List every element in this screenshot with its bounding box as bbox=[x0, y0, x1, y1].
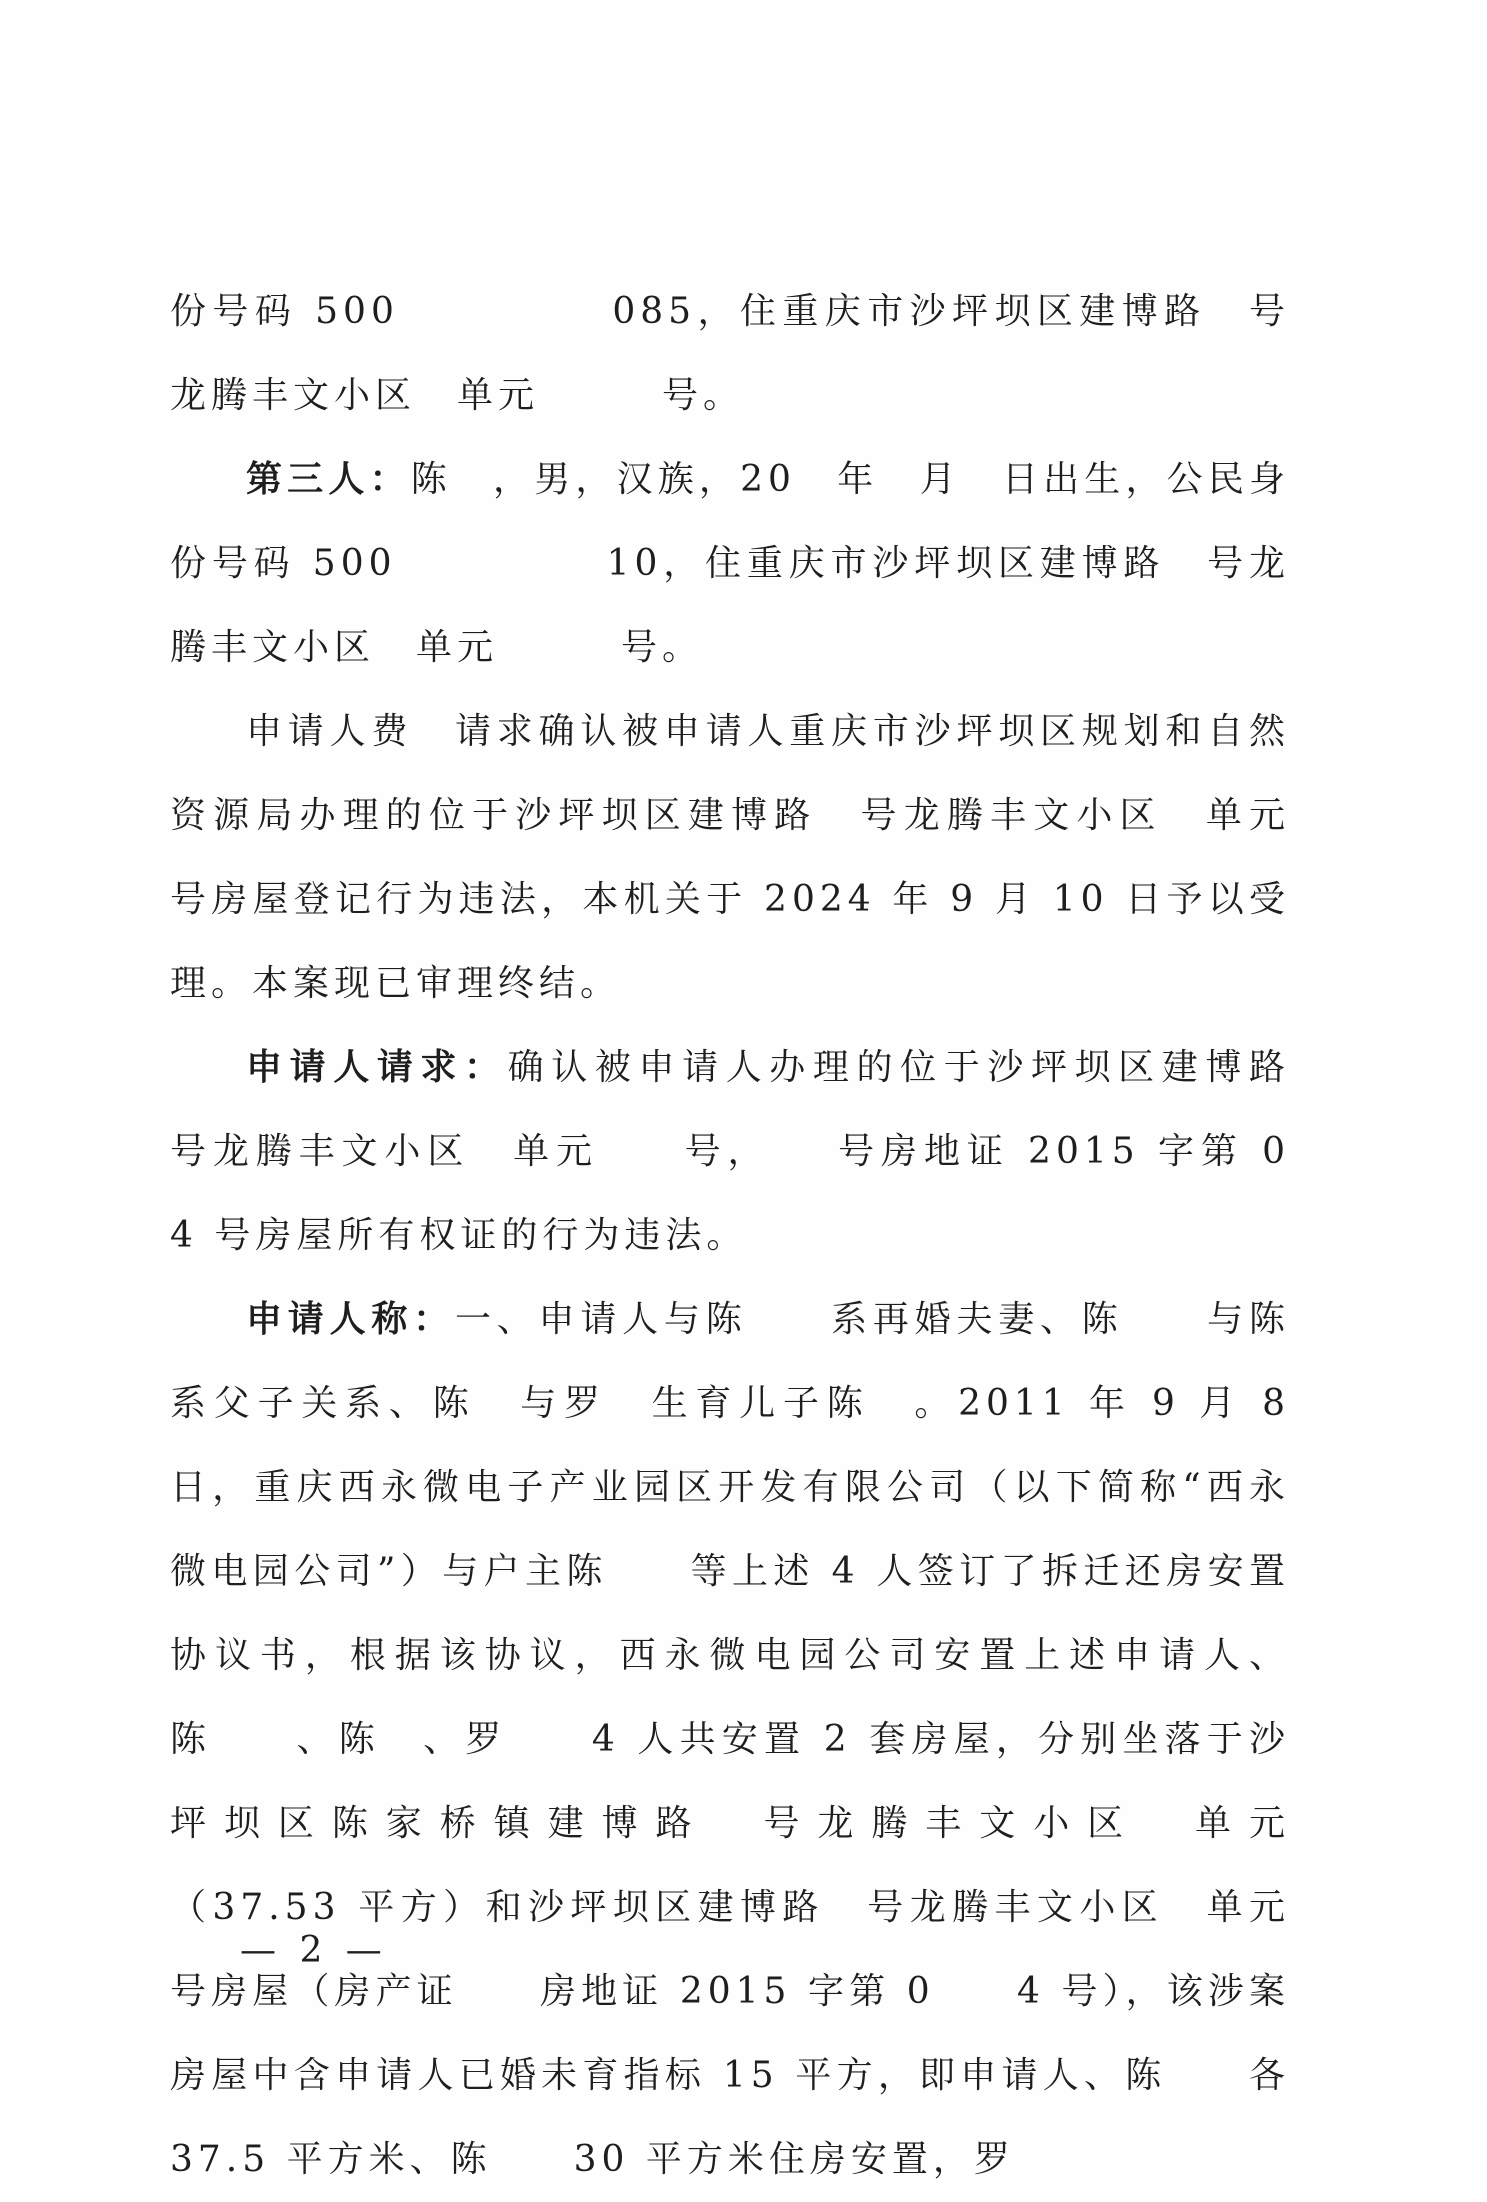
paragraph-applicant-request bbox=[170, 1026, 1373, 1278]
applicant-request-label: 申请人请求： bbox=[246, 1047, 508, 1088]
body-text bbox=[170, 270, 1414, 2202]
applicant-statement-text: 一、申请人与陈 系再婚夫妻、陈 与陈 系父子关系、陈 与罗 生育儿子陈 。2011 年 9 月 8 日，重庆西永微电子产业园区开发有限公司（以下简称“西永微电园公司”）与户主陈 等上述 4 人签订了拆迁还房安置协议书，根据该协议，西永微电园公司安置上述申请人、陈 、陈 、罗 4 人共安置 2 套房屋，分别坐落于沙坪坝区陈家桥镇建博路 号龙腾丰文小区 单元 （37.53 平方）和沙坪坝区建博路 号龙腾丰文小区 单元 号房屋（房产证 房地证 2015 字第 0 4 号），该涉案房屋中含申请人已婚未育指标 15 平方，即申请人、陈 各 37.5 平方米、陈 30 平方米住房安置，罗 bbox=[170, 1299, 1414, 2180]
paragraph-1 bbox=[170, 270, 1290, 438]
paragraph-1-text: 份号码 500 085，住重庆市沙坪坝区建博路 号龙腾丰文小区 单元 号。 bbox=[170, 291, 1290, 416]
third-party-text: 陈 ，男，汉族，20 年 月 日出生，公民身份号码 500 10，住重庆市沙坪坝区建博路 号龙腾丰文小区 单元 号。 bbox=[170, 459, 1290, 668]
third-party-label: 第三人： bbox=[246, 459, 411, 500]
paragraph-acceptance bbox=[170, 690, 1373, 1026]
paragraph-third-party bbox=[170, 438, 1290, 690]
acceptance-text: 申请人费 请求确认被申请人重庆市沙坪坝区规划和自然资源局办理的位于沙坪坝区建博路 号龙腾丰文小区 单元 号房屋登记行为违法，本机关于 2024 年 9 月 10 日予以受理。本案现已审理终结。 bbox=[170, 711, 1373, 1004]
page-number: — 2 — bbox=[240, 1930, 388, 1971]
applicant-statement-label: 申请人称： bbox=[246, 1299, 455, 1340]
paragraph-applicant-statement bbox=[170, 1278, 1414, 2202]
applicant-request-text: 确认被申请人办理的位于沙坪坝区建博路 号龙腾丰文小区 单元 号， 号房地证 2015 字第 0 4 号房屋所有权证的行为违法。 bbox=[170, 1047, 1373, 1256]
